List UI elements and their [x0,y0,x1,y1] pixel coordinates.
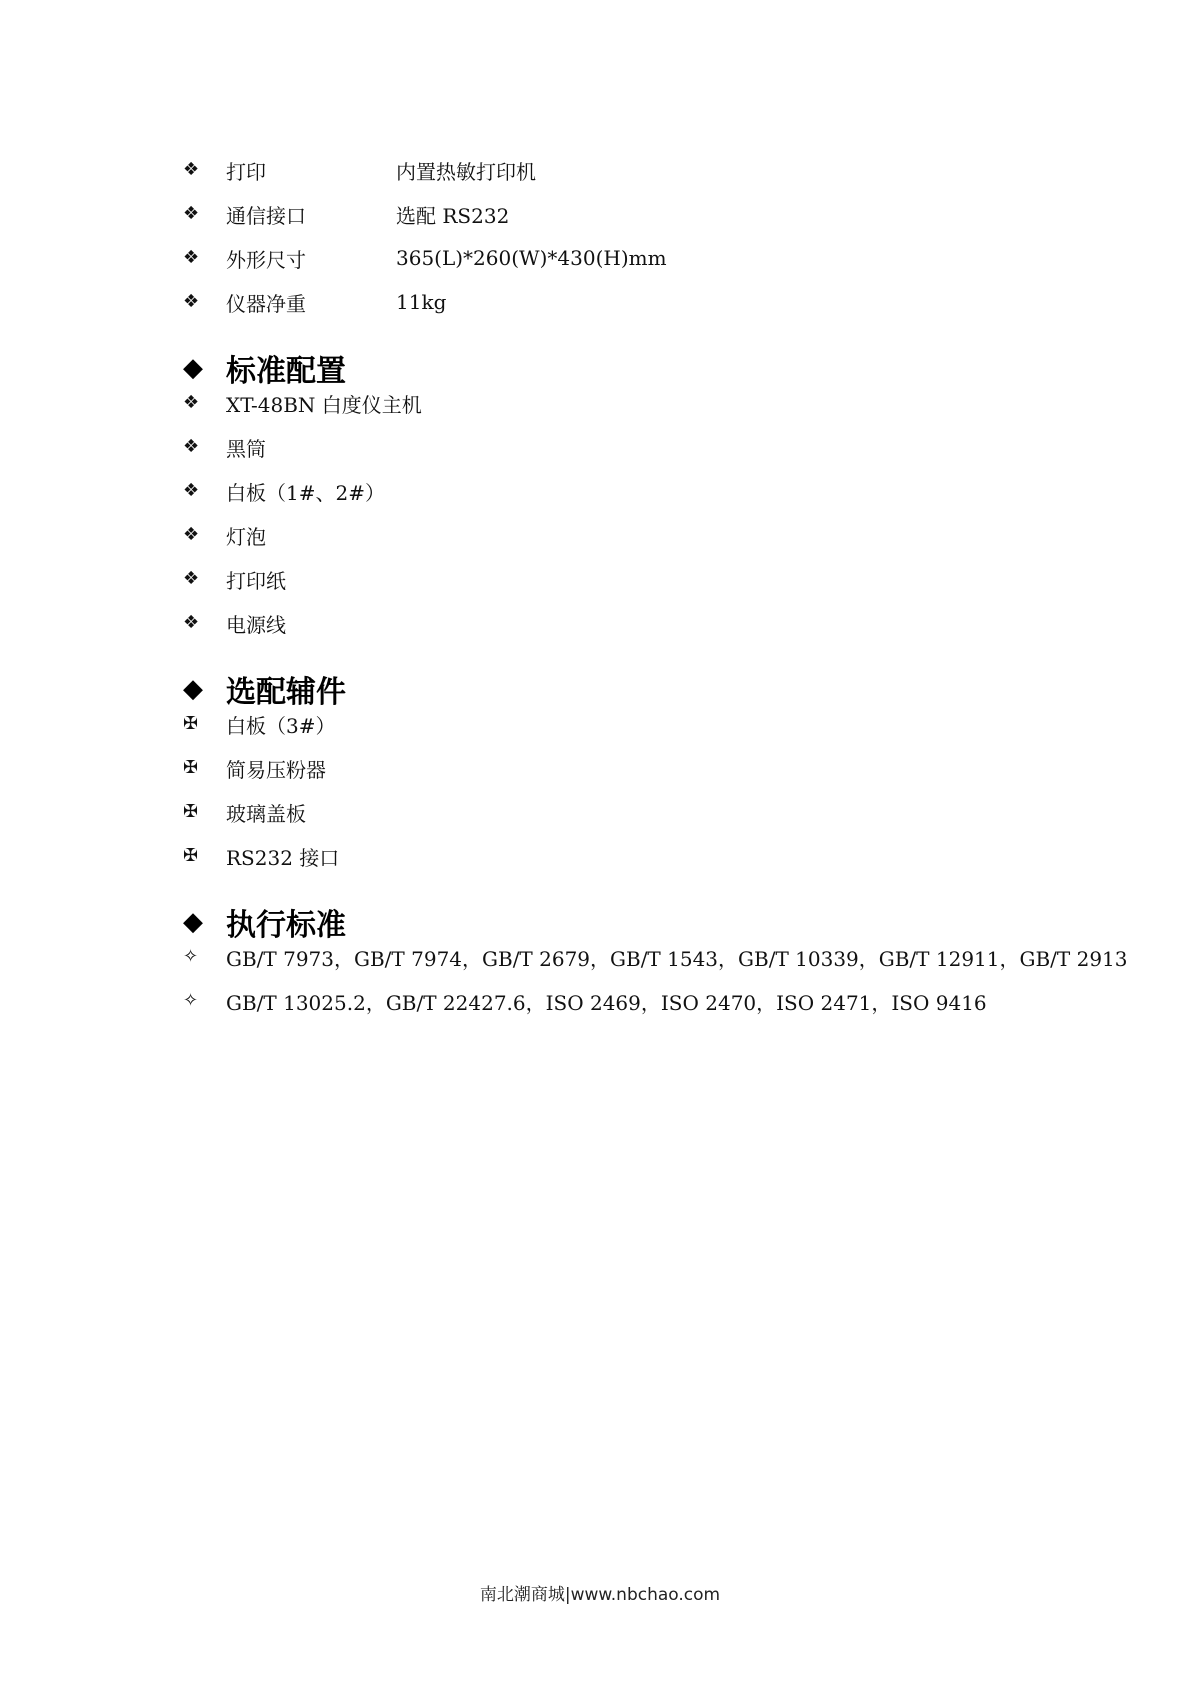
list-item [183,942,1128,972]
spec-row-weight [183,287,446,317]
spec-label: 打印 [226,159,266,184]
list-item [183,388,422,418]
four-diamond-bullet-icon: ❖ [183,203,200,224]
spec-value: 内置热敏打印机 [396,159,536,184]
spec-label: 通信接口 [226,203,306,228]
list-item [183,608,286,638]
spec-value: 选配 RS232 [396,203,510,228]
maltese-cross-icon: ✠ [183,845,199,866]
section-heading-optional-accessories [183,668,346,710]
list-item-text: 打印纸 [226,568,286,593]
list-item-text: XT-48BN 白度仪主机 [226,392,422,417]
section-title: 执行标准 [226,908,346,943]
four-diamond-bullet-icon: ❖ [183,568,200,589]
list-item-text: 简易压粉器 [226,757,326,782]
maltese-cross-icon: ✠ [183,713,199,734]
black-diamond-icon: ◆ [183,353,203,383]
spec-value: 11kg [396,290,447,314]
spec-row-dimensions [183,243,667,273]
page-footer: 南北潮商城|www.nbchao.com [479,1585,721,1605]
spec-row-interface [183,199,509,229]
spec-row-print [183,155,536,185]
maltese-cross-icon: ✠ [183,757,199,778]
list-item [183,797,306,827]
list-item-text: 白板（1#、2#） [226,480,385,505]
four-pointed-star-icon: ✧ [183,946,199,967]
four-diamond-bullet-icon: ❖ [183,247,200,268]
list-item [183,841,339,871]
standards-line: GB/T 7973，GB/T 7974，GB/T 2679，GB/T 1543，GB/T 10339，GB/T 12911，GB/T 2913 [226,946,1128,971]
list-item [183,520,266,550]
spec-label: 仪器净重 [226,291,306,316]
list-item-text: RS232 接口 [226,845,340,870]
four-diamond-bullet-icon: ❖ [183,392,200,413]
standards-line: GB/T 13025.2，GB/T 22427.6，ISO 2469，ISO 2470，ISO 2471，ISO 9416 [226,990,987,1015]
spec-value: 365(L)*260(W)*430(H)mm [396,246,667,270]
four-diamond-bullet-icon: ❖ [183,480,200,501]
list-item [183,986,987,1016]
section-title: 选配辅件 [226,675,346,710]
four-diamond-bullet-icon: ❖ [183,291,200,312]
list-item-text: 黑筒 [226,436,266,461]
list-item [183,476,385,506]
list-item [183,564,286,594]
four-pointed-star-icon: ✧ [183,990,199,1011]
list-item-text: 白板（3#） [226,713,336,738]
four-diamond-bullet-icon: ❖ [183,612,200,633]
list-item-text: 灯泡 [226,524,266,549]
black-diamond-icon: ◆ [183,907,203,937]
section-heading-standard-config [183,347,346,389]
four-diamond-bullet-icon: ❖ [183,159,200,180]
section-heading-standards [183,901,346,943]
four-diamond-bullet-icon: ❖ [183,524,200,545]
list-item [183,432,266,462]
maltese-cross-icon: ✠ [183,801,199,822]
spec-label: 外形尺寸 [226,247,306,272]
section-title: 标准配置 [226,354,346,389]
list-item [183,709,335,739]
list-item-text: 电源线 [226,612,286,637]
four-diamond-bullet-icon: ❖ [183,436,200,457]
list-item [183,753,326,783]
list-item-text: 玻璃盖板 [226,801,306,826]
black-diamond-icon: ◆ [183,674,203,704]
